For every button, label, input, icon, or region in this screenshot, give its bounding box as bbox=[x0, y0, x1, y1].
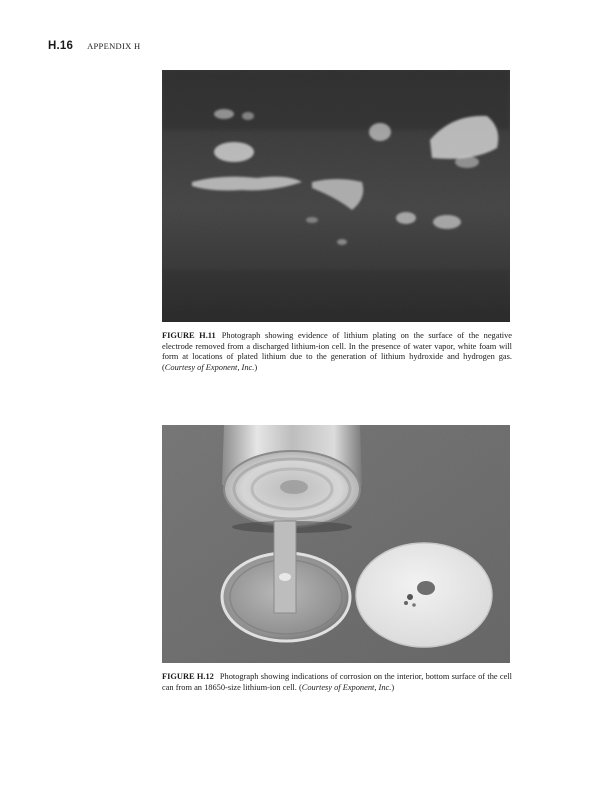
courtesy-text: Courtesy of Exponent, Inc. bbox=[301, 682, 392, 692]
figure-h12-caption bbox=[162, 672, 512, 693]
caption-text: Photograph showing evidence of lithium plating on the surface of the negative electrode removed from a discharged lithium-ion cell. In the presence of water vapor, white foam will form at locations of plated lithium due to the generation of lithium hydroxide and hydrogen gas. ( bbox=[162, 331, 513, 372]
caption-end: ) bbox=[254, 362, 258, 372]
page-number: H.16 bbox=[48, 40, 74, 52]
running-head bbox=[48, 40, 140, 54]
figure-h11-caption bbox=[162, 331, 512, 373]
caption-end: ) bbox=[391, 682, 395, 692]
figure-label: FIGURE H.12 bbox=[162, 672, 214, 681]
figure-h11-photo bbox=[162, 70, 510, 322]
caption-text: Photograph showing indications of corrosion on the interior, bottom surface of the cell can from an 18650-size lithium-ion cell. ( bbox=[162, 672, 512, 692]
figure-h12-photo bbox=[162, 425, 510, 663]
courtesy-text: Courtesy of Exponent, Inc. bbox=[164, 362, 255, 372]
section-title: APPENDIX H bbox=[87, 41, 141, 51]
figure-label: FIGURE H.11 bbox=[162, 331, 216, 340]
